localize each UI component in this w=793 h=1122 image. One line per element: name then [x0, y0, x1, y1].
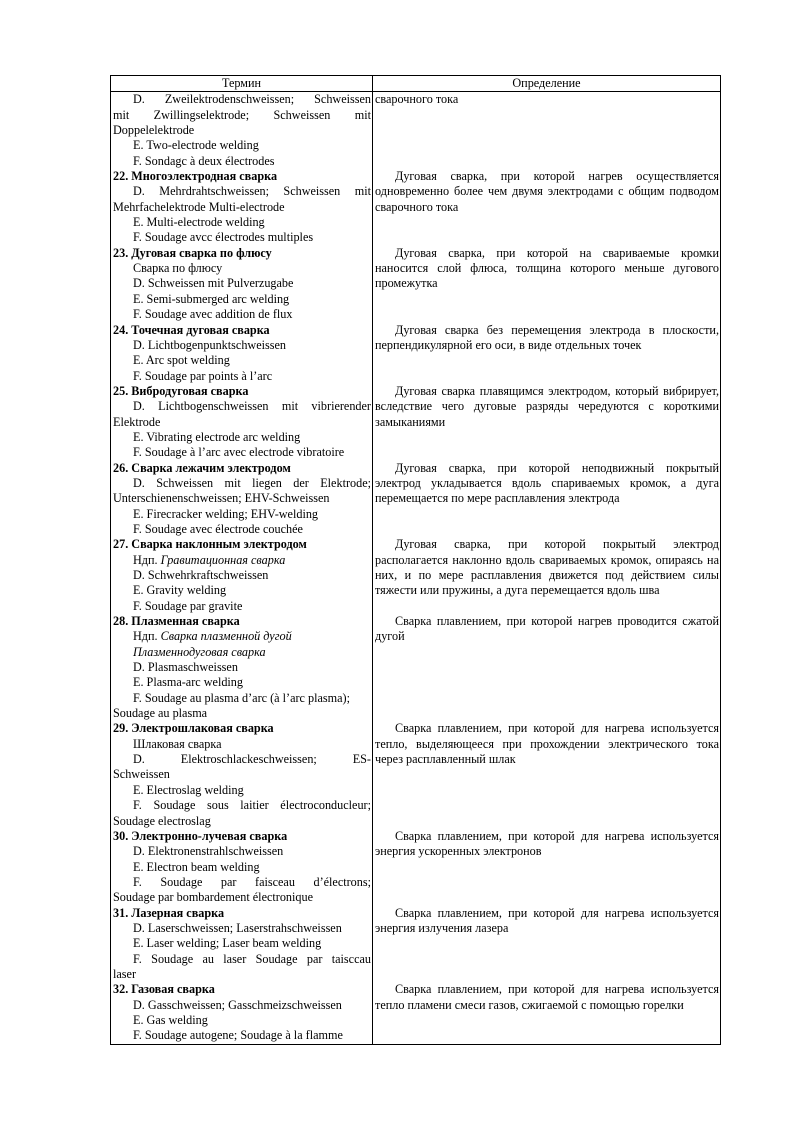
term-line: E. Electroslag welding [133, 782, 244, 797]
term-cell [111, 982, 373, 1044]
definition-text: Дуговая сварка плавящимся электродом, который вибрирует, вследствие чего дуговые разряды чередуются с короткими замыканиями [375, 383, 719, 429]
term-title-text: Газовая сварка [131, 982, 215, 997]
term-cell [111, 92, 373, 169]
term-cell [111, 906, 373, 983]
term-line: D. Schweissen mit Pulverzugabe [133, 276, 294, 291]
table-row [111, 982, 721, 1044]
table-row [111, 246, 721, 323]
term-line: E. Arc spot welding [133, 353, 230, 368]
table-row [111, 829, 721, 906]
definition-cell [373, 906, 721, 983]
ndp-line [113, 553, 371, 568]
term-line: F. Soudage avcc électrodes multiples [133, 230, 314, 245]
term-title-text: Многоэлектродная сварка [131, 169, 278, 184]
term-title-text: Сварка наклонным электродом [131, 537, 307, 552]
definition-text: Сварка плавлением, при которой для нагрева используется тепло, выделяющееся при прохождении электрического тока через расплавленный шлак [375, 721, 719, 767]
header-term: Термин [111, 76, 373, 92]
term-title [113, 614, 371, 629]
definition-cell [373, 721, 721, 828]
table-row [111, 461, 721, 538]
term-line: Mehrfachelektrode Multi-electrode [113, 199, 285, 214]
definition-cell [373, 461, 721, 538]
definition-cell [373, 384, 721, 461]
terms-table [110, 75, 721, 1045]
table-row [111, 323, 721, 384]
definition-cell [373, 829, 721, 906]
term-title [113, 721, 371, 736]
term-line: E. Firecracker welding; EHV-welding [133, 506, 319, 521]
term-line: E. Gravity welding [133, 583, 227, 598]
table-row [111, 169, 721, 246]
ndp-label: Ндп. [133, 552, 158, 567]
table-row [111, 614, 721, 721]
term-line: E. Two-electrode welding [133, 138, 259, 153]
term-title-text: Точечная дуговая сварка [131, 322, 270, 337]
table-row [111, 721, 721, 828]
term-title-text: Электронно-лучевая сварка [131, 828, 288, 843]
term-cell [111, 461, 373, 538]
term-line: D. Mehrdrahtschweissen; Schweissen mit [133, 184, 371, 199]
table-row [111, 906, 721, 983]
term-title [113, 982, 371, 997]
table-row [111, 384, 721, 461]
definition-text: Дуговая сварка, при которой неподвижный покрытый электрод укладывается вдоль спариваемых кромок, а дуга перемещается по мере расплавления электрода [375, 460, 719, 506]
definition-cell [373, 614, 721, 721]
definition-cell [373, 323, 721, 384]
term-line: F. Soudage par points à l’arc [133, 368, 273, 383]
term-title [113, 461, 371, 476]
definition-text: сварочного тока [375, 92, 459, 107]
term-title [113, 169, 371, 184]
term-line: D. Elektroschlackeschweissen; ES- [133, 752, 371, 767]
term-line: D. Lichtbogenpunktschweissen [133, 337, 286, 352]
definition-cell [373, 92, 721, 169]
term-cell [111, 537, 373, 614]
definition-cell [373, 169, 721, 246]
term-title-text: Лазерная сварка [131, 905, 225, 920]
term-cell [111, 829, 373, 906]
term-line: F. Soudage au laser Soudage par taisccau [133, 951, 371, 966]
term-line: F. Soudage par gravite [133, 598, 243, 613]
term-line: D. Laserschweissen; Laserstrahschweissen [133, 920, 342, 935]
term-line: F. Soudage à l’arc avec electrode vibratoire [133, 445, 345, 460]
term-line: E. Gas welding [133, 1012, 208, 1027]
definition-text: Дуговая сварка, при которой покрытый электрод располагается наклонно вдоль свариваемых кромок, опираясь на них, и по мере расплавления движется под действием силы тяжести или пружины, а дуга перемещается вдоль шва [375, 537, 719, 598]
term-line: Unterschienenschweissen; EHV-Schweissen [113, 491, 330, 506]
ndp-line [113, 629, 371, 644]
definition-text: Дуговая сварка, при которой на свариваемые кромки наносится слой флюса, толщина которого меньше дугового промежутка [375, 245, 719, 291]
definition-text: Сварка плавлением, при которой нагрев проводится сжатой дугой [375, 614, 719, 644]
header-definition: Определение [373, 76, 721, 92]
term-line: D. Zweilektrodenschweissen; Schweissen [133, 92, 371, 107]
term-number: 25. [113, 383, 129, 398]
term-line: E. Plasma-arc welding [133, 675, 243, 690]
term-line: D. Lichtbogenschweissen mit vibrierender [133, 399, 371, 414]
term-line: D. Schwehrkraftschweissen [133, 568, 269, 582]
term-line: D. Gasschweissen; Gasschmeizschweissen [133, 997, 342, 1012]
term-line: E. Electron beam welding [133, 859, 260, 874]
term-line: E. Multi-electrode welding [133, 215, 265, 230]
table-body [111, 92, 721, 1044]
term-line: F. Soudage au plasma d’arc (à l’arc plasma); [133, 690, 350, 705]
term-line: laser [113, 966, 137, 981]
term-number: 32. [113, 982, 129, 997]
term-line: D. Schweissen mit liegen der Elektrode; [133, 475, 371, 490]
ndp-term: Плазменнодуговая сварка [133, 644, 266, 659]
term-cell [111, 384, 373, 461]
term-number: 23. [113, 245, 129, 260]
term-line: Elektrode [113, 414, 161, 429]
term-line: Soudage par bombardement électronique [113, 890, 314, 905]
term-title-text: Вибродуговая сварка [131, 383, 249, 398]
definition-text: Дуговая сварка, при которой нагрев осуществляется одновременно более чем двумя электродами с общим подводом сварочного тока [375, 169, 719, 214]
term-title [113, 246, 371, 261]
term-title [113, 323, 371, 338]
term-title [113, 384, 371, 399]
definition-text: Сварка плавлением, при которой для нагрева используется тепло пламени смеси газов, сжигаемой с помощью горелки [375, 982, 719, 1012]
definition-cell [373, 246, 721, 323]
ndp-term: Сварка плазменной дугой [160, 629, 292, 644]
definition-cell [373, 982, 721, 1044]
table-row [111, 92, 721, 169]
definition-cell [373, 537, 721, 614]
term-title-text: Электрошлаковая сварка [131, 721, 274, 736]
term-title [113, 906, 371, 921]
definition-text: Дуговая сварка без перемещения электрода в плоскости, перпендикулярной его оси, в виде отдельных точек [375, 322, 719, 352]
term-line: D. Plasmaschweissen [133, 660, 238, 675]
term-line: mit Zwillingselektrode; Schweissen mit [113, 107, 371, 122]
term-number: 28. [113, 614, 129, 629]
term-line: E. Laser welding; Laser beam welding [133, 936, 322, 951]
term-line: Сварка по флюсу [133, 261, 223, 276]
term-title-text: Дуговая сварка по флюсу [131, 245, 272, 260]
term-number: 29. [113, 721, 129, 736]
term-line: Soudage au plasma [113, 706, 208, 721]
term-line: D. Elektronenstrahlschweissen [133, 844, 284, 859]
term-line: F. Soudage autogene; Soudage à la flamme [133, 1028, 343, 1043]
term-number: 24. [113, 322, 129, 337]
ndp-term: Гравитационная сварка [160, 552, 286, 567]
table-row [111, 537, 721, 614]
term-number: 26. [113, 460, 129, 475]
ndp-label: Ндп. [133, 629, 158, 644]
term-line: F. Soudage par faisceau d’électrons; [133, 874, 371, 889]
term-line: Шлаковая сварка [133, 736, 222, 751]
term-number: 30. [113, 828, 129, 843]
term-line: F. Soudage sous laitier électroconducleur; [133, 798, 371, 813]
term-number: 27. [113, 537, 129, 552]
term-title-text: Плазменная сварка [131, 614, 240, 629]
term-cell [111, 721, 373, 828]
term-title [113, 829, 371, 844]
term-cell [111, 246, 373, 323]
table-header-row [111, 76, 721, 92]
definition-text: Сварка плавлением, при которой для нагрева используется энергия ускоренных электронов [375, 828, 719, 859]
term-line: E. Vibrating electrode arc welding [133, 429, 301, 444]
term-line: Doppelelektrode [113, 123, 195, 138]
term-title [113, 537, 371, 552]
term-line: F. Soudage avec électrode couchée [133, 521, 303, 536]
term-title-text: Сварка лежачим электродом [131, 460, 291, 475]
term-line: Soudage electroslag [113, 813, 211, 828]
term-line: Schweissen [113, 767, 170, 782]
term-number: 22. [113, 169, 129, 184]
term-line: F. Sondagc à deux électrodes [133, 153, 275, 168]
definition-text: Сварка плавлением, при которой для нагрева используется энергия излучения лазера [375, 905, 719, 935]
term-line: E. Semi-submerged arc welding [133, 291, 290, 306]
term-line: F. Soudage avec addition de flux [133, 307, 293, 322]
term-cell [111, 614, 373, 721]
term-number: 31. [113, 905, 129, 920]
term-cell [111, 323, 373, 384]
term-cell [111, 169, 373, 246]
